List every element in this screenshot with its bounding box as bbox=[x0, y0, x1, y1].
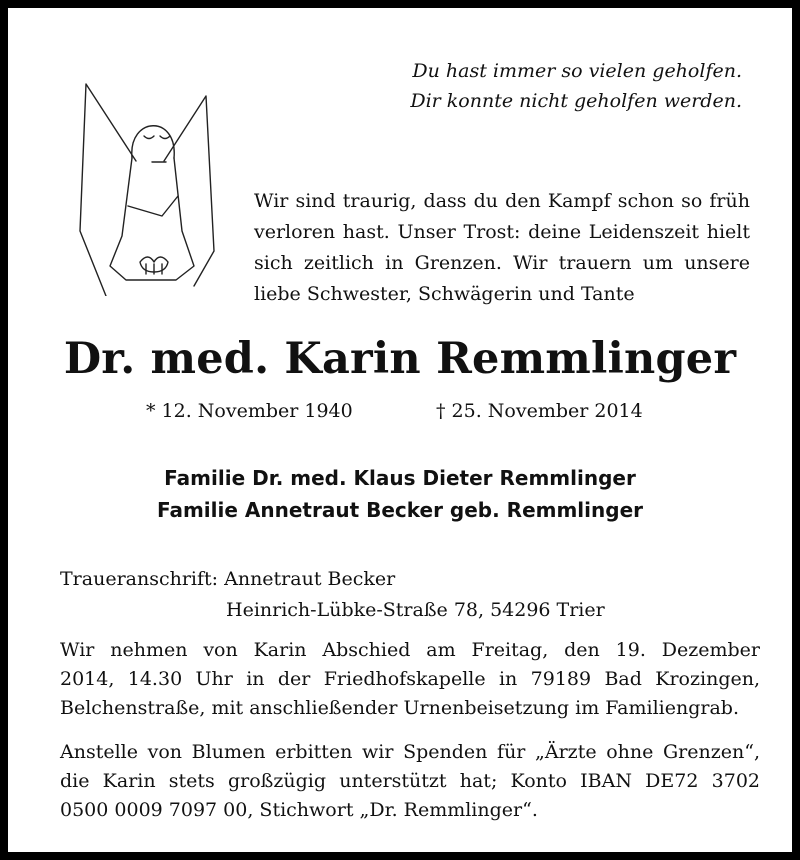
funeral-notice bbox=[60, 636, 760, 723]
funeral-line: Wir nehmen von Karin Abschied am Freitag, den 19. Dezember bbox=[60, 639, 760, 661]
intro-line: verloren hast. Unser Trost: deine Leidenszeit hielt bbox=[254, 221, 750, 243]
death-date: † 25. November 2014 bbox=[436, 400, 643, 422]
intro-line: sich zeitlich in Grenzen. Wir trauern um unsere bbox=[254, 252, 750, 274]
quote-line-1: Du hast immer so vielen geholfen. bbox=[412, 60, 742, 82]
mourning-address bbox=[60, 564, 605, 626]
angel-drawing bbox=[66, 66, 216, 296]
intro-line: liebe Schwester, Schwägerin und Tante bbox=[254, 283, 635, 305]
funeral-line: Belchenstraße, mit anschließender Urnenbeisetzung im Familiengrab. bbox=[60, 697, 739, 719]
family-line: Familie Annetraut Becker geb. Remmlinger bbox=[156, 498, 644, 522]
intro-text bbox=[254, 186, 750, 310]
address-line-2: Heinrich-Lübke-Straße 78, 54296 Trier bbox=[226, 599, 605, 621]
quote-line-2: Dir konnte nicht geholfen werden. bbox=[410, 90, 742, 112]
donation-line: die Karin stets großzügig unterstützt hat; Konto IBAN DE72 3702 bbox=[60, 770, 760, 792]
intro-line: Wir sind traurig, dass du den Kampf schon so früh bbox=[254, 190, 750, 212]
mourning-families bbox=[8, 462, 792, 526]
donation-line: 0500 0009 7097 00, Stichwort „Dr. Remmlinger“. bbox=[60, 799, 538, 821]
address-line-1: Traueranschrift: Annetraut Becker bbox=[60, 568, 396, 590]
donation-notice bbox=[60, 738, 760, 825]
quote bbox=[410, 56, 742, 116]
funeral-line: 2014, 14.30 Uhr in der Friedhofskapelle in 79189 Bad Krozingen, bbox=[60, 668, 760, 690]
birth-date: * 12. November 1940 bbox=[146, 400, 353, 422]
family-line: Familie Dr. med. Klaus Dieter Remmlinger bbox=[164, 466, 636, 490]
donation-line: Anstelle von Blumen erbitten wir Spenden für „Ärzte ohne Grenzen“, bbox=[60, 741, 760, 763]
deceased-name: Dr. med. Karin Remmlinger bbox=[63, 334, 737, 384]
